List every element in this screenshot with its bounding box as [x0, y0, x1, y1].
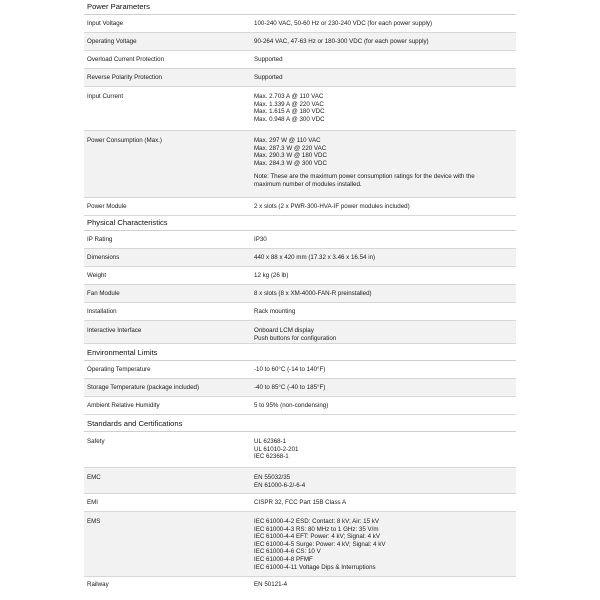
- spec-label: Input Voltage: [87, 20, 124, 27]
- section-title-power: Power Parameters: [84, 0, 516, 15]
- section-title-physical: Physical Characteristics: [84, 216, 516, 231]
- spec-value: 100-240 VAC, 50-60 Hz or 230-240 VDC (for each power supply): [254, 20, 433, 27]
- spec-value: UL 62368-1 UL 61010-2-201 IEC 62368-1: [254, 438, 299, 461]
- spec-value: -10 to 60°C (-14 to 140°F): [254, 366, 326, 373]
- spec-label: Power Module: [87, 203, 127, 210]
- spec-label: Fan Module: [87, 290, 120, 297]
- spec-row-storage-temperature: [84, 379, 516, 397]
- spec-row-ip-rating: [84, 231, 516, 249]
- spec-label: Safety: [87, 438, 105, 445]
- spec-value: Supported: [254, 56, 283, 63]
- spec-label: Storage Temperature (package included): [87, 384, 200, 391]
- spec-label: EMC: [87, 474, 101, 481]
- spec-label: Railway: [87, 581, 109, 588]
- spec-value: CISPR 32, FCC Part 15B Class A: [254, 499, 347, 506]
- spec-value: 90-264 VAC, 47-63 Hz or 180-300 VDC (for each power supply): [254, 38, 429, 45]
- spec-label: Dimensions: [87, 254, 120, 261]
- spec-row-overload-protection: [84, 51, 516, 69]
- spec-value: Rack mounting: [254, 308, 296, 315]
- spec-row-emc: [84, 468, 516, 494]
- spec-label: Overload Current Protection: [87, 56, 165, 63]
- spec-value: IP30: [254, 236, 267, 243]
- spec-row-safety: [84, 432, 516, 468]
- spec-row-dimensions: [84, 249, 516, 267]
- spec-sheet: [84, 0, 516, 593]
- spec-row-emi: [84, 494, 516, 512]
- spec-row-input-voltage: [84, 15, 516, 33]
- spec-label: IP Rating: [87, 236, 113, 243]
- spec-label: Operating Voltage: [87, 38, 137, 45]
- spec-value: 2 x slots (2 x PWR-300-HVA-IF power modules included): [254, 203, 410, 210]
- spec-label: Input Current: [87, 93, 124, 100]
- spec-row-humidity: [84, 397, 516, 415]
- section-title-environmental: Environmental Limits: [84, 346, 516, 361]
- spec-label: EMS: [87, 518, 101, 525]
- spec-value: Supported: [254, 74, 283, 81]
- spec-row-reverse-polarity: [84, 69, 516, 87]
- spec-row-operating-voltage: [84, 33, 516, 51]
- spec-value: 8 x slots (8 x XM-4000-FAN-R preinstalled): [254, 290, 372, 297]
- spec-label: Reverse Polarity Protection: [87, 74, 162, 81]
- spec-value: 5 to 95% (non-condensing): [254, 402, 329, 409]
- power-note: Note: These are the maximum power consumption ratings for the device with the maximum number of modules installed.: [254, 173, 475, 188]
- spec-row-operating-temperature: [84, 361, 516, 379]
- spec-row-interactive-interface: [84, 321, 516, 344]
- spec-row-ems: [84, 512, 516, 577]
- spec-row-railway: [84, 577, 516, 593]
- spec-value: Max. 2.703 A @ 110 VAC Max. 1.339 A @ 220 VAC Max. 1.615 A @ 180 VDC Max. 0.948 A @ 300 VDC: [254, 93, 325, 123]
- spec-value: Max. 297 W @ 110 VAC Max. 287.3 W @ 220 VAC Max. 290.3 W @ 180 VDC Max. 284.3 W @ 300 VDC Note: These are the maximum power consumption ratings for the device with the maximum number of modules installed.: [251, 131, 516, 197]
- spec-row-fan-module: [84, 285, 516, 303]
- spec-row-installation: [84, 303, 516, 321]
- section-title-standards: Standards and Certifications: [84, 417, 516, 432]
- spec-value: Onboard LCM display Push buttons for configuration: [254, 327, 337, 342]
- spec-label: Installation: [87, 308, 117, 315]
- spec-label: Weight: [87, 272, 107, 279]
- spec-value: 12 kg (26 lb): [254, 272, 289, 279]
- spec-value: EN 50121-4: [254, 581, 288, 588]
- spec-row-power-module: [84, 198, 516, 216]
- spec-label: Ambient Relative Humidity: [87, 402, 160, 409]
- spec-label: Power Consumption (Max.): [87, 137, 162, 144]
- spec-value: 440 x 88 x 420 mm (17.32 x 3.46 x 16.54 in): [254, 254, 376, 261]
- spec-row-input-current: [84, 87, 516, 131]
- spec-value: IEC 61000-4-2 ESD: Contact: 8 kV; Air: 15 kV IEC 61000-4-3 RS: 80 MHz to 1 GHz: 35 V/m IEC 61000-4-4 EFT: Power: 4 kV; Signal: 4 kV IEC 61000-4-5 Surge: Power: 4 kV; Signal: 4 kV IEC 61000-4-6 CS: 10 V IEC 61000-4-8 PFMF IEC 61000-4-11 Voltage Dips & Interruptions: [254, 518, 386, 571]
- spec-label: Interactive Interface: [87, 327, 142, 334]
- spec-row-weight: [84, 267, 516, 285]
- spec-value: EN 55032/35 EN 61000-6-2/-6-4: [254, 474, 306, 489]
- spec-value: -40 to 85°C (-40 to 185°F): [254, 384, 326, 391]
- spec-row-power-consumption: [84, 131, 516, 198]
- spec-label: EMI: [87, 499, 99, 506]
- spec-label: Operating Temperature: [87, 366, 151, 373]
